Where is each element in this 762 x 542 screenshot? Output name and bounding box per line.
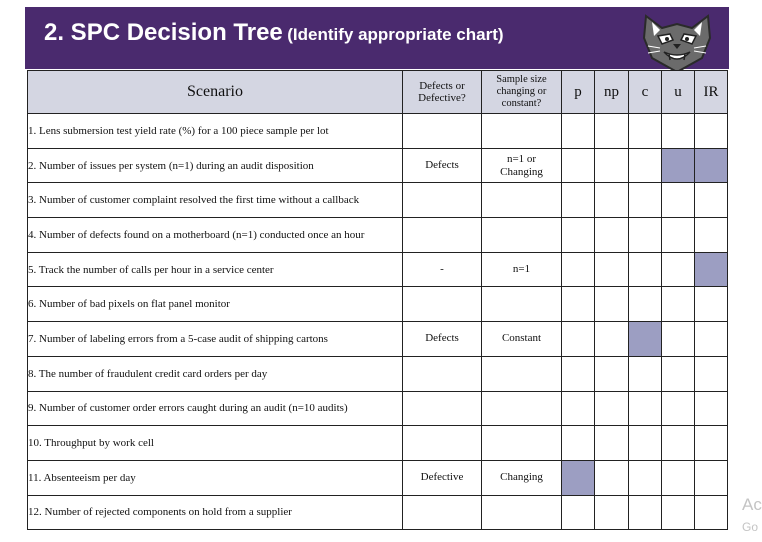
chart-cell-c[interactable] [629, 183, 662, 218]
sample-size-cell[interactable] [482, 460, 562, 495]
wildcat-mascot-icon [640, 14, 714, 72]
chart-cell-np[interactable] [595, 218, 629, 253]
sample-size-line1: Constant [501, 332, 542, 345]
scenario-cell: 9. Number of customer order errors caught during an audit (n=10 audits) [28, 391, 403, 426]
chart-cell-ir[interactable] [695, 356, 728, 391]
table-row [28, 460, 728, 495]
chart-cell-u[interactable] [662, 391, 695, 426]
chart-cell-p[interactable] [562, 287, 595, 322]
activate-windows-watermark [742, 494, 762, 538]
slide-title [44, 19, 504, 47]
defects-cell[interactable] [403, 114, 482, 149]
table-row [28, 426, 728, 461]
chart-cell-c[interactable] [629, 287, 662, 322]
chart-cell-ir[interactable] [695, 148, 728, 183]
chart-cell-u[interactable] [662, 183, 695, 218]
chart-cell-np[interactable] [595, 391, 629, 426]
chart-cell-np[interactable] [595, 287, 629, 322]
chart-cell-u[interactable] [662, 460, 695, 495]
header-size-line3: constant? [501, 98, 542, 109]
chart-cell-p[interactable] [562, 252, 595, 287]
chart-cell-ir[interactable] [695, 252, 728, 287]
table-row [28, 252, 728, 287]
table-row [28, 183, 728, 218]
chart-cell-p[interactable] [562, 426, 595, 461]
defects-cell[interactable]: Defects [403, 322, 482, 357]
chart-cell-np[interactable] [595, 426, 629, 461]
table-row [28, 391, 728, 426]
chart-cell-ir[interactable] [695, 495, 728, 530]
defects-cell[interactable]: Defects [403, 148, 482, 183]
chart-cell-c[interactable] [629, 218, 662, 253]
scenario-cell: 5. Track the number of calls per hour in a service center [28, 252, 403, 287]
defects-cell[interactable] [403, 287, 482, 322]
sample-size-cell[interactable] [482, 495, 562, 530]
defects-cell[interactable] [403, 218, 482, 253]
defects-cell[interactable] [403, 183, 482, 218]
chart-cell-c[interactable] [629, 148, 662, 183]
chart-cell-u[interactable] [662, 252, 695, 287]
chart-cell-np[interactable] [595, 183, 629, 218]
defects-cell[interactable] [403, 391, 482, 426]
scenario-cell: 11. Absenteeism per day [28, 460, 403, 495]
table-row [28, 495, 728, 530]
chart-cell-u[interactable] [662, 114, 695, 149]
sample-size-line2: Changing [500, 165, 543, 178]
defects-cell[interactable] [403, 495, 482, 530]
header-sample-size [482, 71, 562, 114]
header-chart-u: u [662, 71, 695, 114]
header-chart-ir: IR [695, 71, 728, 114]
header-defects-line2: Defective? [418, 92, 466, 104]
chart-cell-np[interactable] [595, 495, 629, 530]
chart-cell-c[interactable] [629, 114, 662, 149]
sample-size-cell[interactable] [482, 183, 562, 218]
sample-size-line1: n=1 or [506, 152, 537, 165]
chart-cell-u[interactable] [662, 287, 695, 322]
chart-cell-np[interactable] [595, 322, 629, 357]
chart-cell-np[interactable] [595, 148, 629, 183]
header-defects-line1: Defects or [419, 80, 465, 92]
chart-cell-u[interactable] [662, 322, 695, 357]
scenario-cell: 1. Lens submersion test yield rate (%) for a 100 piece sample per lot [28, 114, 403, 149]
chart-cell-ir[interactable] [695, 287, 728, 322]
table-header-row [28, 71, 728, 114]
chart-cell-c[interactable] [629, 322, 662, 357]
table-body [28, 114, 728, 530]
table-row [28, 356, 728, 391]
chart-cell-ir[interactable] [695, 426, 728, 461]
chart-cell-p[interactable] [562, 114, 595, 149]
chart-cell-ir[interactable] [695, 460, 728, 495]
chart-cell-p[interactable] [562, 148, 595, 183]
sample-size-cell[interactable] [482, 391, 562, 426]
spc-decision-table [27, 70, 728, 530]
chart-cell-p[interactable] [562, 183, 595, 218]
sample-size-line1: n=1 [512, 263, 531, 276]
sample-size-cell[interactable] [482, 322, 562, 357]
chart-cell-u[interactable] [662, 218, 695, 253]
chart-cell-ir[interactable] [695, 183, 728, 218]
scenario-cell: 10. Throughput by work cell [28, 426, 403, 461]
chart-cell-p[interactable] [562, 218, 595, 253]
sample-size-line1: Changing [500, 471, 543, 484]
chart-cell-ir[interactable] [695, 114, 728, 149]
slide-title-main: 2. SPC Decision Tree [44, 19, 283, 46]
chart-cell-c[interactable] [629, 391, 662, 426]
chart-cell-p[interactable] [562, 356, 595, 391]
chart-cell-u[interactable] [662, 495, 695, 530]
header-chart-c: c [629, 71, 662, 114]
chart-cell-ir[interactable] [695, 322, 728, 357]
defects-cell[interactable]: - [403, 252, 482, 287]
defects-cell[interactable]: Defective [403, 460, 482, 495]
chart-cell-c[interactable] [629, 356, 662, 391]
scenario-cell: 4. Number of defects found on a motherboard (n=1) conducted once an hour [28, 218, 403, 253]
chart-cell-np[interactable] [595, 114, 629, 149]
sample-size-cell[interactable] [482, 356, 562, 391]
chart-cell-np[interactable] [595, 356, 629, 391]
table-row [28, 322, 728, 357]
chart-cell-c[interactable] [629, 460, 662, 495]
chart-cell-c[interactable] [629, 495, 662, 530]
sample-size-cell[interactable] [482, 287, 562, 322]
header-size-line1: Sample size [496, 74, 547, 85]
chart-cell-p[interactable] [562, 495, 595, 530]
chart-cell-p[interactable] [562, 460, 595, 495]
chart-cell-u[interactable] [662, 148, 695, 183]
scenario-cell: 6. Number of bad pixels on flat panel monitor [28, 287, 403, 322]
sample-size-cell[interactable] [482, 252, 562, 287]
watermark-line2: Go [742, 520, 759, 534]
chart-cell-ir[interactable] [695, 391, 728, 426]
scenario-cell: 12. Number of rejected components on hold from a supplier [28, 495, 403, 530]
scenario-cell: 3. Number of customer complaint resolved the first time without a callback [28, 183, 403, 218]
defects-cell[interactable] [403, 426, 482, 461]
chart-cell-c[interactable] [629, 426, 662, 461]
chart-cell-np[interactable] [595, 252, 629, 287]
scenario-cell: 8. The number of fraudulent credit card orders per day [28, 356, 403, 391]
defects-cell[interactable] [403, 356, 482, 391]
sample-size-cell[interactable] [482, 114, 562, 149]
sample-size-cell[interactable] [482, 218, 562, 253]
scenario-cell: 7. Number of labeling errors from a 5-case audit of shipping cartons [28, 322, 403, 357]
table-row [28, 287, 728, 322]
slide-title-subtitle: (Identify appropriate chart) [287, 25, 504, 44]
chart-cell-np[interactable] [595, 460, 629, 495]
chart-cell-ir[interactable] [695, 218, 728, 253]
chart-cell-p[interactable] [562, 391, 595, 426]
chart-cell-u[interactable] [662, 426, 695, 461]
watermark-line1: Ac [742, 495, 762, 514]
chart-cell-c[interactable] [629, 252, 662, 287]
table-row [28, 148, 728, 183]
header-size-line2: changing or [496, 86, 547, 97]
scenario-cell: 2. Number of issues per system (n=1) during an audit disposition [28, 148, 403, 183]
sample-size-cell[interactable] [482, 426, 562, 461]
table-row [28, 218, 728, 253]
chart-cell-u[interactable] [662, 356, 695, 391]
sample-size-cell[interactable] [482, 148, 562, 183]
header-defects-or-defective [403, 71, 482, 114]
header-chart-p: p [562, 71, 595, 114]
header-scenario: Scenario [28, 71, 403, 114]
table-row [28, 114, 728, 149]
chart-cell-p[interactable] [562, 322, 595, 357]
header-chart-np: np [595, 71, 629, 114]
